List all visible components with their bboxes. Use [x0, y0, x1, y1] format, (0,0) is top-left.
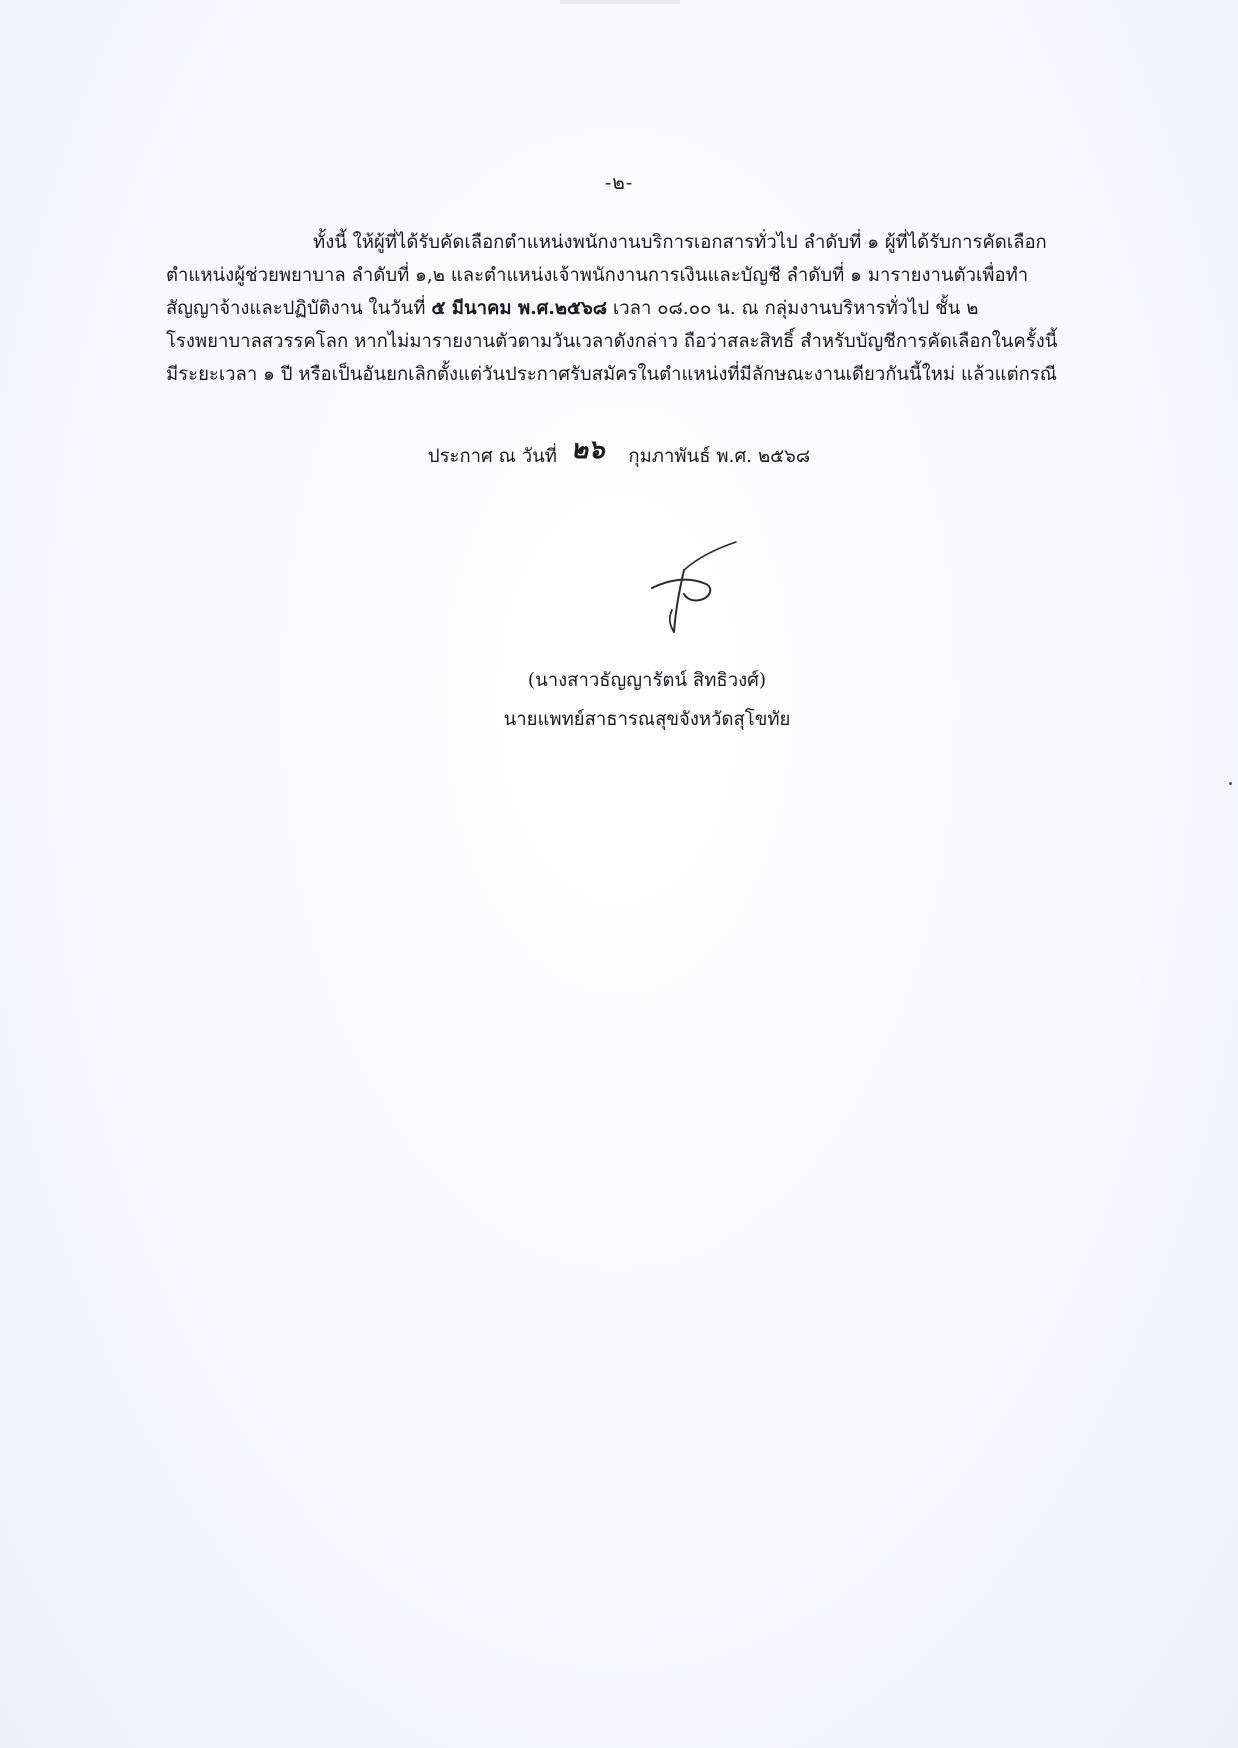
announcement-day: ๒๖: [570, 435, 605, 465]
body-line-4: โรงพยาบาลสวรรคโลก หากไม่มารายงานตัวตามวันเวลาดังกล่าว ถือว่าสละสิทธิ์ สำหรับบัญชีการคัดเลือกในครั้งนี้: [166, 331, 1058, 352]
report-date: ๕ มีนาคม พ.ศ.๒๕๖๘: [431, 298, 608, 319]
scan-artifact: [560, 0, 680, 4]
scan-speck: [1229, 782, 1232, 785]
body-line-1: ทั้งนี้ ให้ผู้ที่ได้รับคัดเลือกตำแหน่งพนักงานบริการเอกสารทั่วไป ลำดับที่ ๑ ผู้ที่ได้รับการคัดเลือก: [313, 232, 1047, 253]
body-paragraph: [166, 226, 1090, 391]
page-number: -๒-: [604, 172, 634, 194]
signer-title: นายแพทย์สาธารณสุขจังหวัดสุโขทัย: [503, 709, 791, 730]
body-line-2: ตำแหน่งผู้ช่วยพยาบาล ลำดับที่ ๑,๒ และตำแหน่งเจ้าพนักงานการเงินและบัญชี ลำดับที่ ๑ มารายงานตัวเพื่อทำ: [166, 265, 1029, 286]
body-line-3: [166, 292, 1090, 325]
announcement-date: [0, 433, 1238, 474]
signer-name: (นางสาวธัญญารัตน์ สิทธิวงศ์): [527, 670, 767, 691]
announcement-prefix: ประกาศ ณ วันที่: [427, 446, 557, 467]
signature-image: [640, 540, 740, 640]
body-line-3-pre: สัญญาจ้างและปฏิบัติงาน ในวันที่: [166, 298, 432, 319]
body-line-3-post: เวลา ๐๘.๐๐ น. ณ กลุ่มงานบริหารทั่วไป ชั้น ๒: [607, 298, 979, 319]
announcement-month-year: กุมภาพันธ์ พ.ศ. ๒๕๖๘: [628, 446, 811, 467]
body-line-5: มีระยะเวลา ๑ ปี หรือเป็นอันยกเลิกตั้งแต่วันประกาศรับสมัครในตำแหน่งที่มีลักษณะงานเดียวกันนี้ใหม่ แล้วแต่กรณี: [166, 364, 1057, 385]
